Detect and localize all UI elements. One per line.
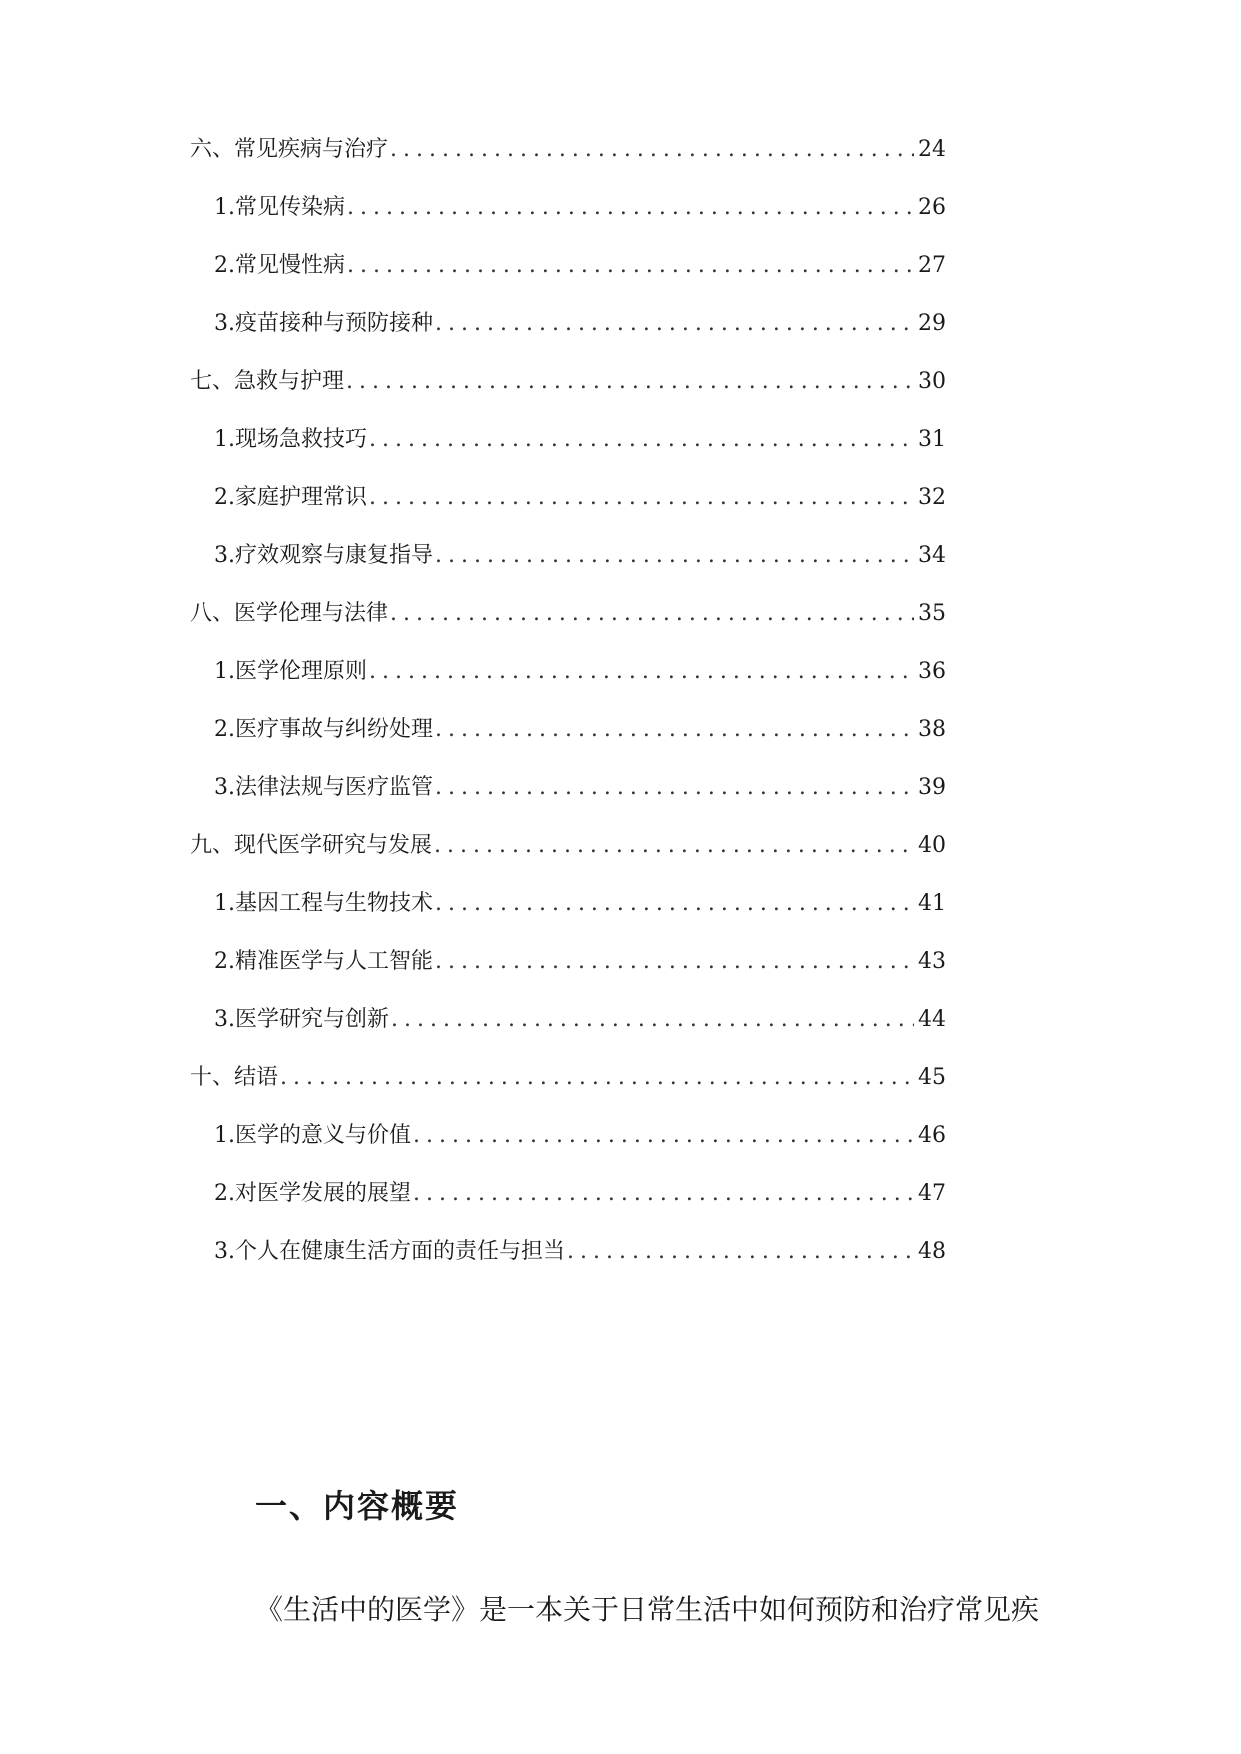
- toc-entry-page-number: 26: [918, 195, 946, 220]
- toc-entry-title: 医疗事故与纠纷处理: [235, 717, 434, 742]
- toc-entry-number: 2.: [214, 253, 235, 278]
- toc-entry-title: 七、急救与护理: [190, 369, 345, 394]
- toc-entry-page-number: 31: [918, 427, 946, 452]
- toc-entry-page-number: 34: [918, 543, 946, 568]
- toc-entry[interactable]: [214, 657, 946, 687]
- toc-leader-dots: [390, 599, 914, 629]
- toc-entry[interactable]: [190, 831, 946, 861]
- toc-entry-number: 2.: [214, 1181, 235, 1206]
- toc-entry[interactable]: [214, 1237, 946, 1267]
- toc-entry-title: 法律法规与医疗监管: [235, 775, 434, 800]
- toc-entry-page-number: 29: [918, 311, 946, 336]
- toc-leader-dots: [369, 483, 914, 513]
- toc-leader-dots: [435, 715, 914, 745]
- toc-entry[interactable]: [214, 309, 946, 339]
- toc-entry-number: 1.: [214, 195, 235, 220]
- toc-entry-page-number: 36: [918, 659, 946, 684]
- toc-entry-number: 3.: [214, 1007, 235, 1032]
- toc-leader-dots: [435, 947, 914, 977]
- toc-leader-dots: [369, 425, 914, 455]
- toc-entry[interactable]: [190, 135, 946, 165]
- toc-leader-dots: [435, 773, 914, 803]
- toc-leader-dots: [390, 135, 914, 165]
- toc-entry-number: 3.: [214, 1239, 235, 1264]
- toc-entry[interactable]: [190, 367, 946, 397]
- toc-entry-title: 对医学发展的展望: [235, 1181, 412, 1206]
- toc-entry-title: 九、现代医学研究与发展: [190, 833, 433, 858]
- toc-entry-number: 3.: [214, 311, 235, 336]
- toc-entry-number: 2.: [214, 485, 235, 510]
- toc-entry-page-number: 47: [918, 1181, 946, 1206]
- toc-entry[interactable]: [214, 193, 946, 223]
- toc-entry-title: 疗效观察与康复指导: [235, 543, 434, 568]
- toc-leader-dots: [391, 1005, 914, 1035]
- toc-entry-title: 常见慢性病: [235, 253, 346, 278]
- toc-leader-dots: [347, 251, 914, 281]
- toc-entry-number: 3.: [214, 543, 235, 568]
- toc-entry[interactable]: [190, 1063, 946, 1093]
- toc-entry-title: 医学研究与创新: [235, 1007, 390, 1032]
- toc-leader-dots: [413, 1179, 914, 1209]
- toc-entry-title: 精准医学与人工智能: [235, 949, 434, 974]
- toc-entry[interactable]: [214, 889, 946, 919]
- toc-entry[interactable]: [214, 541, 946, 571]
- body-paragraph: 《生活中的医学》是一本关于日常生活中如何预防和治疗常见疾: [255, 1593, 1040, 1626]
- toc-entry-title: 常见传染病: [235, 195, 346, 220]
- toc-entry-page-number: 24: [918, 137, 946, 162]
- toc-entry-title: 十、结语: [190, 1065, 279, 1090]
- toc-leader-dots: [413, 1121, 914, 1151]
- toc-entry[interactable]: [214, 1121, 946, 1151]
- toc-entry-page-number: 45: [918, 1065, 946, 1090]
- toc-entry[interactable]: [214, 715, 946, 745]
- toc-entry[interactable]: [190, 599, 946, 629]
- toc-entry-page-number: 40: [918, 833, 946, 858]
- toc-leader-dots: [435, 541, 914, 571]
- toc-entry[interactable]: [214, 1005, 946, 1035]
- toc-leader-dots: [280, 1063, 914, 1093]
- toc-entry-page-number: 41: [918, 891, 946, 916]
- toc-entry-page-number: 43: [918, 949, 946, 974]
- toc-entry-title: 现场急救技巧: [235, 427, 368, 452]
- toc-entry-page-number: 27: [918, 253, 946, 278]
- toc-entry-page-number: 32: [918, 485, 946, 510]
- toc-entry-page-number: 48: [918, 1239, 946, 1264]
- toc-entry-title: 医学伦理原则: [235, 659, 368, 684]
- toc-entry[interactable]: [214, 947, 946, 977]
- toc-entry-number: 2.: [214, 717, 235, 742]
- toc-entry-number: 1.: [214, 1123, 235, 1148]
- toc-entry[interactable]: [214, 1179, 946, 1209]
- toc-entry-title: 家庭护理常识: [235, 485, 368, 510]
- toc-leader-dots: [435, 309, 914, 339]
- toc-entry-page-number: 39: [918, 775, 946, 800]
- toc-entry-title: 疫苗接种与预防接种: [235, 311, 434, 336]
- section-heading: 一、内容概要: [255, 1487, 460, 1525]
- toc-leader-dots: [369, 657, 914, 687]
- toc-entry[interactable]: [214, 251, 946, 281]
- toc-entry-number: 2.: [214, 949, 235, 974]
- toc-entry-title: 基因工程与生物技术: [235, 891, 434, 916]
- toc-entry-number: 1.: [214, 427, 235, 452]
- toc-leader-dots: [434, 831, 914, 861]
- toc-entry-title: 医学的意义与价值: [235, 1123, 412, 1148]
- toc-entry-number: 3.: [214, 775, 235, 800]
- toc-entry-number: 1.: [214, 891, 235, 916]
- toc-leader-dots: [435, 889, 914, 919]
- toc-leader-dots: [347, 193, 914, 223]
- toc-entry-title: 八、医学伦理与法律: [190, 601, 389, 626]
- toc-entry-page-number: 38: [918, 717, 946, 742]
- toc-entry-page-number: 46: [918, 1123, 946, 1148]
- toc-entry[interactable]: [214, 773, 946, 803]
- toc-leader-dots: [567, 1237, 914, 1267]
- toc-entry-page-number: 44: [918, 1007, 946, 1032]
- toc-leader-dots: [346, 367, 914, 397]
- toc-entry-page-number: 30: [918, 369, 946, 394]
- toc-entry-title: 个人在健康生活方面的责任与担当: [235, 1239, 566, 1264]
- toc-entry-page-number: 35: [918, 601, 946, 626]
- toc-entry-number: 1.: [214, 659, 235, 684]
- toc-entry[interactable]: [214, 425, 946, 455]
- toc-entry[interactable]: [214, 483, 946, 513]
- toc-entry-title: 六、常见疾病与治疗: [190, 137, 389, 162]
